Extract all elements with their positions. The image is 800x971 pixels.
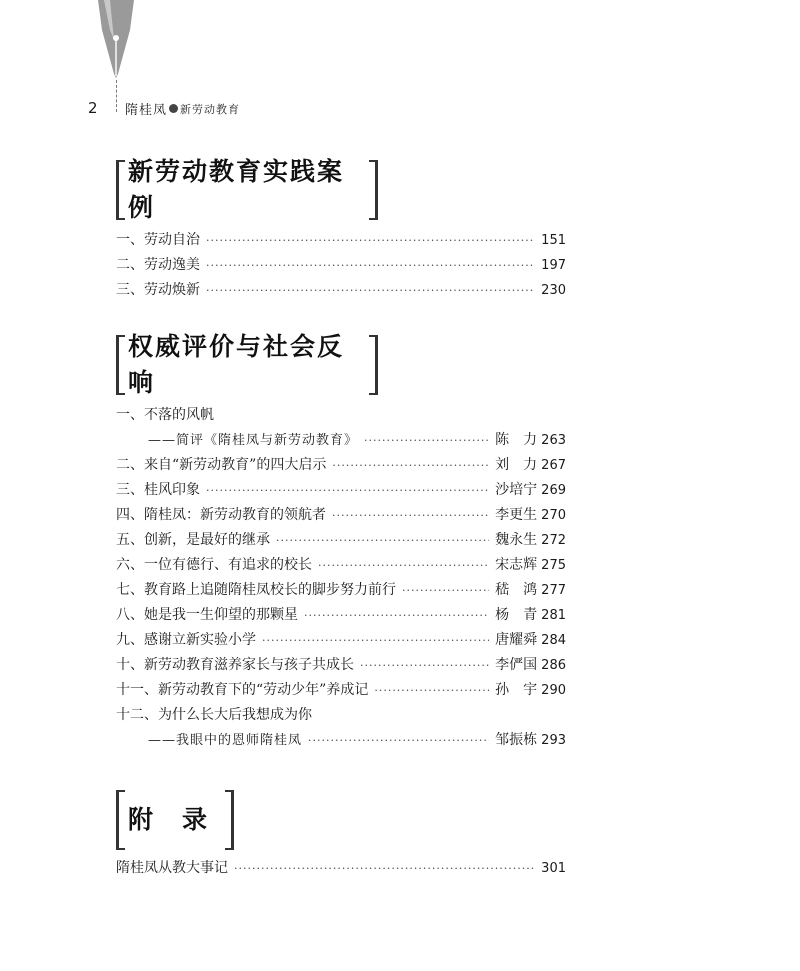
toc-entry[interactable]: ——我眼中的恩师隋桂凤 ····· 邹振栋 293 [148,729,566,753]
page-number: 2 [88,99,98,117]
toc-entry[interactable]: 七、教育路上追随隋桂凤校长的脚步努力前行 ····· 嵇 鸿 277 [116,579,566,603]
running-header [125,99,240,118]
toc-entry[interactable]: 五、创新，是最好的继承 ····· 魏永生 272 [116,529,566,553]
book-title: 隋桂凤 [125,103,168,118]
book-subtitle: 新劳动教育 [180,102,241,116]
section-title: 新劳动教育实践案例 [116,160,378,216]
toc-entry[interactable]: 六、一位有德行、有追求的校长 ····· 宋志辉 275 [116,554,566,578]
toc-entry[interactable]: 二、劳动逸美 ····· 197 [116,254,566,278]
toc-entry[interactable]: 十一、新劳动教育下的“劳动少年”养成记 ····· 孙 宇 290 [116,679,566,703]
pen-nib-icon [96,0,136,80]
toc-entry[interactable]: 十二、为什么长大后我想成为你 [116,707,312,723]
toc-entry[interactable]: 一、不落的风帆 [116,407,214,423]
toc-entry[interactable]: 九、感谢立新实验小学 ····· 唐耀舜 284 [116,629,566,653]
toc-entry[interactable]: 八、她是我一生仰望的那颗星 ····· 杨 青 281 [116,604,566,628]
toc-entry[interactable]: 二、来自“新劳动教育”的四大启示 ····· 刘 力 267 [116,454,566,478]
section-title: 权威评价与社会反响 [116,335,378,391]
toc-entry[interactable]: 三、桂风印象 ····· 沙培宁 269 [116,479,566,503]
bullet-icon [169,104,178,113]
toc-entry[interactable]: 一、劳动自治 ····· 151 [116,229,566,253]
toc-entry[interactable]: 三、劳动焕新 ····· 230 [116,279,566,303]
toc-entry[interactable]: ——简评《隋桂凤与新劳动教育》 ····· 陈 力 263 [148,429,566,453]
toc-entry[interactable]: 隋桂凤从教大事记 ····· 301 [116,857,566,881]
toc-entry[interactable]: 四、隋桂凤：新劳动教育的领航者 ····· 李更生 270 [116,504,566,528]
header-divider [116,80,118,112]
section-title: 附 录 [116,790,234,846]
toc-entry[interactable]: 十、新劳动教育滋养家长与孩子共成长 ····· 李俨国 286 [116,654,566,678]
